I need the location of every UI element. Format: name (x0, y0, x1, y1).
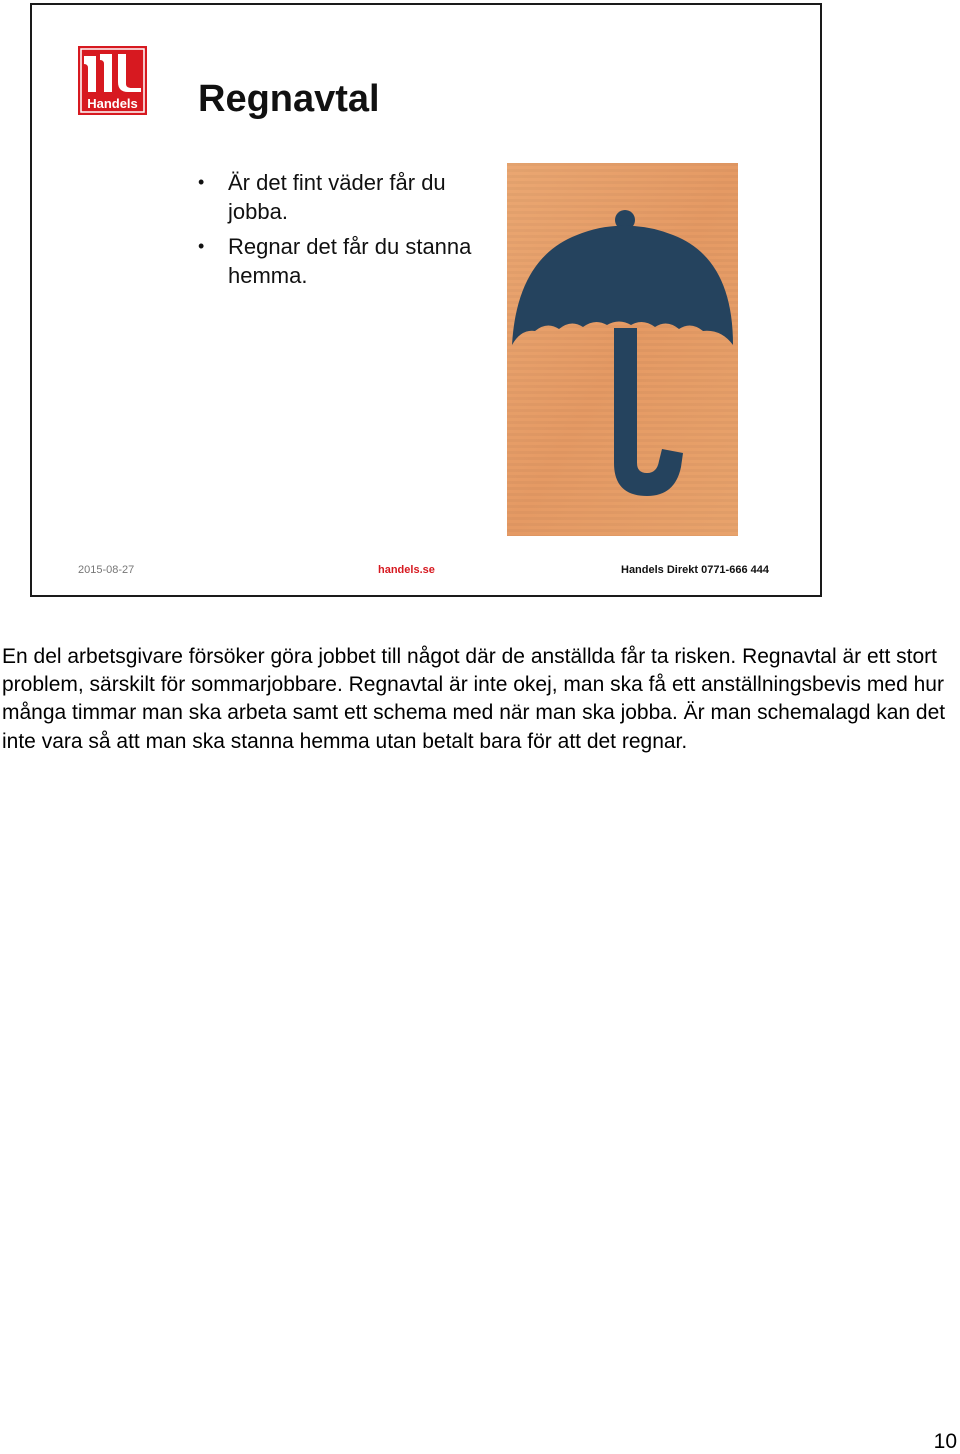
bullet-list (198, 168, 488, 296)
bullet-marker: • (198, 172, 205, 192)
slide-title: Regnavtal (198, 78, 380, 120)
footer-contact: Handels Direkt 0771-666 444 (621, 564, 769, 576)
bullet-text: Regnar det får du stanna hemma. (228, 234, 472, 288)
bullet-item (198, 232, 488, 290)
footer-date: 2015-08-27 (78, 564, 135, 576)
speaker-notes: En del arbetsgivare försöker göra jobbet till något där de anställda får ta risken. Regnavtal är ett stort problem, särskilt för sommarjobbare. Regnavtal är inte okej, man ska få ett anställningsbevis med hur många timmar man ska arbeta samt ett schema med när man ska jobba. Är man schemalagd kan det inte vara så att man ska stanna hemma utan betalt bara för att det regnar. (2, 645, 946, 753)
bullet-item (198, 168, 488, 226)
slide (30, 3, 822, 597)
handels-logo (78, 46, 147, 115)
footer-website: handels.se (378, 564, 435, 576)
bullet-text: Är det fint väder får du jobba. (228, 170, 446, 224)
umbrella-photo (507, 163, 738, 536)
page-number: 10 (933, 1430, 957, 1453)
logo-text: Handels (87, 96, 138, 111)
bullet-marker: • (198, 236, 205, 256)
